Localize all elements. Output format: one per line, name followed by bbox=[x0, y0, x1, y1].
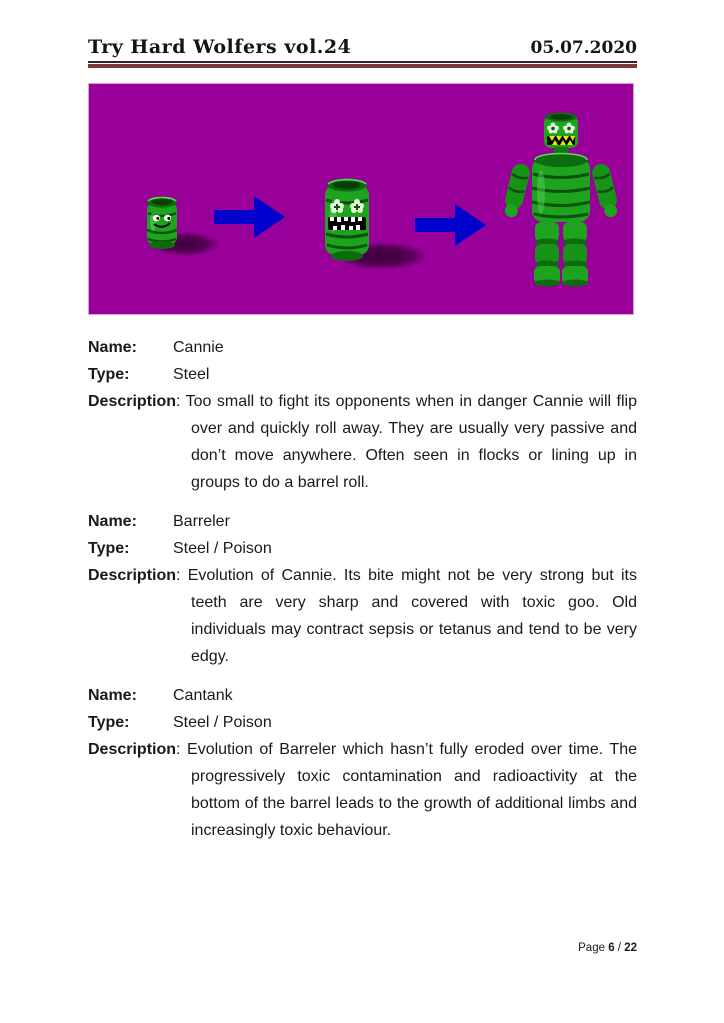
description-paragraph bbox=[88, 562, 637, 670]
type-label: Type: bbox=[88, 540, 130, 557]
type-row bbox=[88, 535, 637, 562]
page-footer bbox=[578, 942, 637, 954]
page-label: Page bbox=[578, 942, 609, 954]
type-row bbox=[88, 709, 637, 736]
header-title: Try Hard Wolfers vol.24 bbox=[88, 36, 352, 58]
header-date: 05.07.2020 bbox=[530, 38, 637, 58]
name-value: Cannie bbox=[173, 339, 224, 356]
page-header bbox=[88, 36, 637, 58]
description-text: Evolution of Cannie. Its bite might not be very strong but its teeth are very sharp and covered with toxic goo. Old individuals may contract sepsis or tetanus and tend to be very edgy. bbox=[187, 567, 638, 665]
header-rule-thick-line bbox=[88, 64, 637, 68]
name-row bbox=[88, 334, 637, 361]
page-total: 22 bbox=[624, 942, 637, 954]
description-text: Evolution of Barreler which hasn’t fully eroded over time. The progressively toxic contamination and radioactivity at the bottom of the barrel leads to the growth of additional limbs and increasingly toxic behaviour. bbox=[187, 741, 638, 839]
header-rule bbox=[88, 61, 637, 68]
type-value: Steel bbox=[173, 366, 210, 383]
name-value: Barreler bbox=[173, 513, 230, 530]
name-row bbox=[88, 682, 637, 709]
entry-barreler bbox=[88, 508, 637, 670]
evolution-arrow-icon bbox=[214, 194, 286, 240]
type-value: Steel / Poison bbox=[173, 540, 272, 557]
type-label: Type: bbox=[88, 366, 130, 383]
name-label: Name: bbox=[88, 339, 137, 356]
description-paragraph bbox=[88, 388, 637, 496]
description-paragraph bbox=[88, 736, 637, 844]
type-row bbox=[88, 361, 637, 388]
evolution-figure bbox=[88, 83, 634, 315]
page-current: 6 bbox=[608, 942, 615, 954]
description-text: Too small to fight its opponents when in danger Cannie will flip over and quickly roll away. They are usually very passive and don’t move anywhere. Often seen in flocks or lining up in groups to do a barrel roll. bbox=[185, 393, 638, 491]
entry-cannie bbox=[88, 334, 637, 496]
description-colon: : bbox=[176, 567, 188, 584]
description-label: Description bbox=[88, 393, 177, 410]
barreler-sprite bbox=[322, 176, 372, 264]
name-row bbox=[88, 508, 637, 535]
cantank-sprite bbox=[497, 112, 625, 288]
type-value: Steel / Poison bbox=[173, 714, 272, 731]
creature-entries bbox=[88, 334, 637, 844]
entry-cantank bbox=[88, 682, 637, 844]
evolution-arrow-icon bbox=[414, 202, 488, 248]
name-label: Name: bbox=[88, 513, 137, 530]
name-label: Name: bbox=[88, 687, 137, 704]
description-label: Description bbox=[88, 567, 177, 584]
cannie-sprite bbox=[143, 194, 181, 250]
page-content bbox=[88, 0, 637, 856]
description-label: Description bbox=[88, 741, 177, 758]
description-colon: : bbox=[176, 741, 188, 758]
type-label: Type: bbox=[88, 714, 130, 731]
name-value: Cantank bbox=[173, 687, 233, 704]
description-colon: : bbox=[176, 393, 186, 410]
page-separator: / bbox=[614, 942, 625, 954]
